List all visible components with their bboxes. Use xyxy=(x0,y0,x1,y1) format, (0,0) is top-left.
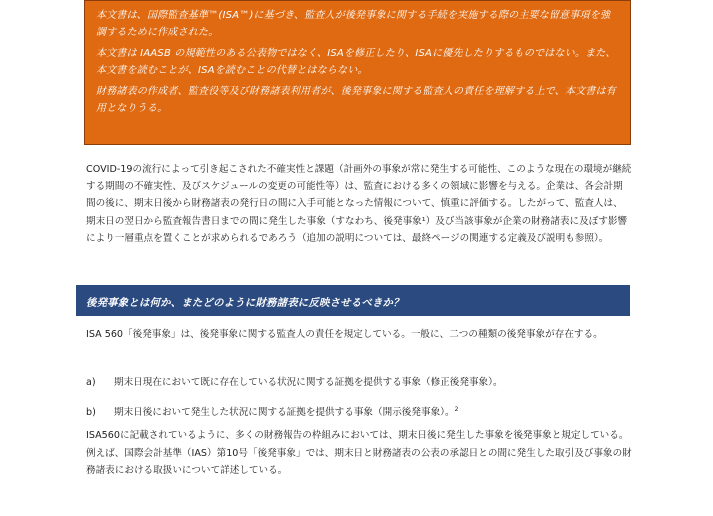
list-item-b xyxy=(86,403,634,420)
section-paragraph-2: ISA560に記載されているように、多くの財務報告の枠組みにおいては、期末日後に発生した事象を後発事象と規定している。例えば、国際会計基準（IAS）第10号「後発事象」では、期末日と財務諸表の公表の承認日との間に発生した取引及び事象の財務諸表における取扱いについて詳述している。 xyxy=(86,430,632,476)
list-marker: a) xyxy=(86,377,96,388)
notice-paragraph-2: 本文書は IAASB の規範性のある公表物ではなく、ISAを修正したり、ISAに優先したりするものではない。また、本文書を読むことが、ISAを読むことの代替とはならない。 xyxy=(96,48,616,76)
list-item-text: 期末日後において発生した状況に関する証拠を提供する事象（開示後発事象）。 xyxy=(114,407,455,418)
section-paragraph-1: ISA 560「後発事象」は、後発事象に関する監査人の責任を規定している。一般に、二つの種類の後発事象が存在する。 xyxy=(86,329,603,340)
notice-box xyxy=(84,0,631,145)
intro-paragraph: COVID-19の流行によって引き起こされた不確実性と課題（計画外の事象が常に発生する可能性、このような現在の環境が継続する期間の不確実性、及びスケジュールの変更の可能性等）は、監査における多くの領域に影響を与える。企業は、各会計期間の後に、期末日後から財務諸表の発行日の間に入手可能となった情報について、慎重に評価する。したがって、監査人は、期末日の翌日から監査報告書日までの間に発生した事象（すなわち、後発事象¹）及び当該事象が企業の財務諸表に及ぼす影響により一層重点を置くことが求められるであろう（追加の説明については、最終ページの関連する定義及び説明も参照）。 xyxy=(86,164,632,244)
notice-paragraph-1: 本文書は、国際監査基準™(ISA™)に基づき、監査人が後発事象に関する手続を実施する際の主要な留意事項を強調するために作成された。 xyxy=(96,10,611,38)
list-marker: b) xyxy=(86,407,96,418)
section-heading: 後発事象とは何か、またどのように財務諸表に反映させるべきか？ xyxy=(86,297,404,309)
list-item-a xyxy=(86,376,634,390)
notice-paragraph-3: 財務諸表の作成者、監査役等及び財務諸表利用者が、後発事象に関する監査人の責任を理解する上で、本文書は有用となりうる。 xyxy=(96,86,616,114)
footnote-reference[interactable]: 2 xyxy=(454,406,459,413)
list-item-text: 期末日現在において既に存在している状況に関する証拠を提供する事象（修正後発事象）。 xyxy=(114,377,503,388)
section-header xyxy=(76,285,630,316)
